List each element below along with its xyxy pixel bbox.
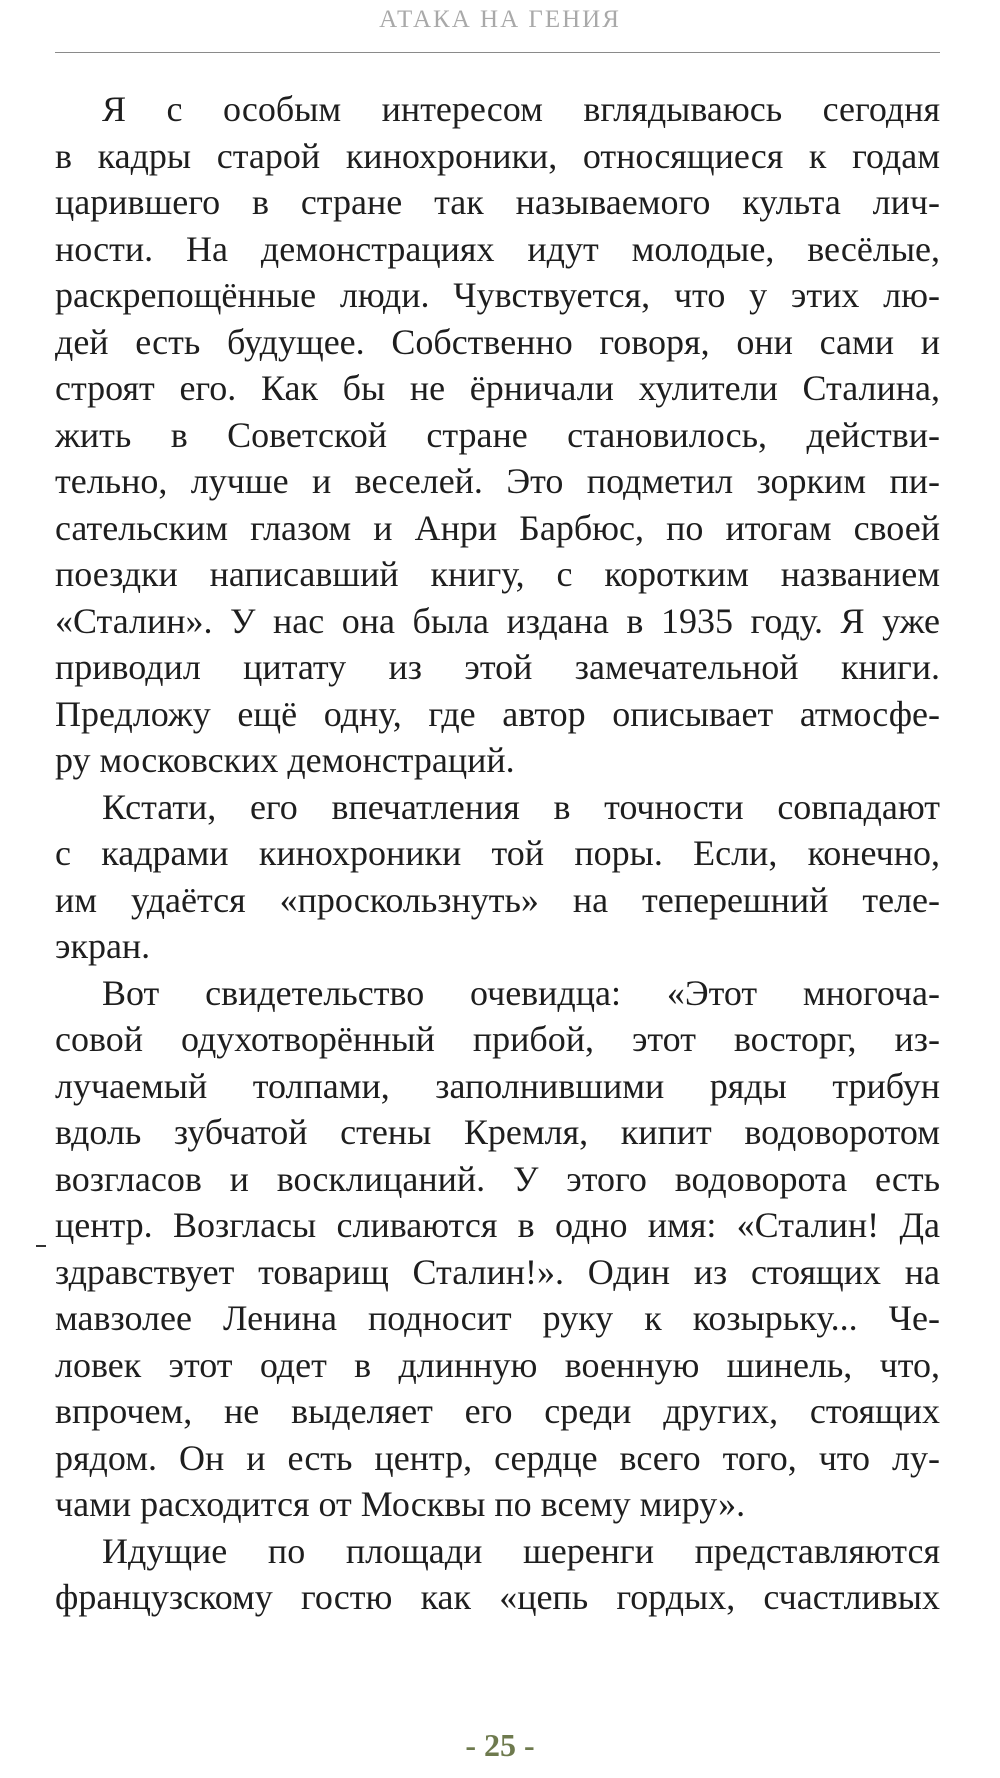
text-line: жить в Советской стране становилось, действи- — [55, 414, 940, 455]
text-line: тельно, лучше и веселей. Это подметил зорким пи- — [55, 461, 940, 501]
text-line: сательским глазом и Анри Барбюс, по итогам своей — [55, 507, 940, 548]
text-line: вдоль зубчатой стены Кремля, кипит водоворотом — [55, 1112, 940, 1152]
paragraph — [55, 86, 940, 784]
text-line: поездки написавший книгу, с коротким названием — [55, 554, 940, 594]
text-line: ности. На демонстрациях идут молодые, весёлые, — [55, 228, 940, 269]
page-number: - 25 - — [465, 1727, 535, 1763]
text-line: чами расходится от Москвы по всему миру». — [55, 1484, 746, 1524]
text-line: лучаемый толпами, заполнившими ряды трибун — [55, 1065, 940, 1106]
text-line: приводил цитату из этой замечательной книги. — [55, 647, 940, 687]
text-line: впрочем, не выделяет его среди других, стоящих — [55, 1391, 940, 1431]
text-line: экран. — [55, 926, 151, 966]
margin-mark — [36, 1245, 46, 1247]
text-line: возгласов и восклицаний. У этого водоворота есть — [55, 1158, 940, 1199]
text-line: Вот свидетельство очевидца: «Этот многоча- — [102, 972, 940, 1013]
text-line: дей есть будущее. Собственно говоря, они сами и — [55, 321, 940, 362]
text-line: мавзолее Ленина подносит руку к козырьку... Че- — [55, 1298, 940, 1338]
paragraph — [55, 970, 940, 1528]
text-line: Предложу ещё одну, где автор описывает атмосфе- — [55, 693, 940, 734]
text-line: с кадрами кинохроники той поры. Если, конечно, — [55, 833, 940, 873]
body-text — [55, 86, 940, 1621]
paragraph — [55, 784, 940, 970]
text-line: центр. Возгласы сливаются в одно имя: «Сталин! Да — [55, 1205, 940, 1245]
text-line: французскому гостю как «цепь гордых, счастливых — [55, 1577, 940, 1617]
text-line: здравствует товарищ Сталин!». Один из стоящих на — [55, 1251, 940, 1292]
text-line: строят его. Как бы не ёрничали хулители Сталина, — [55, 368, 940, 408]
text-line: в кадры старой кинохроники, относящиеся к годам — [55, 135, 940, 176]
text-line: ловек этот одет в длинную военную шинель, что, — [55, 1344, 940, 1385]
text-line: Кстати, его впечатления в точности совпадают — [102, 786, 940, 827]
text-line: Идущие по площади шеренги представляются — [102, 1530, 940, 1571]
text-line: рядом. Он и есть центр, сердце всего того, что лу- — [55, 1437, 940, 1478]
paragraph — [55, 1528, 940, 1621]
running-head-title: АТАКА НА ГЕНИЯ — [379, 6, 621, 33]
text-line: Я с особым интересом вглядываюсь сегодня — [102, 89, 940, 129]
text-line: ру московских демонстраций. — [55, 740, 515, 780]
text-line: раскрепощённые люди. Чувствуется, что у этих лю- — [55, 275, 940, 315]
text-line: «Сталин». У нас она была издана в 1935 году. Я уже — [55, 600, 940, 641]
text-line: им удаётся «проскользнуть» на теперешний теле- — [55, 879, 940, 920]
text-line: царившего в стране так называемого культа лич- — [55, 182, 940, 222]
header-rule — [55, 52, 940, 53]
text-line: совой одухотворённый прибой, этот восторг, из- — [55, 1019, 940, 1059]
